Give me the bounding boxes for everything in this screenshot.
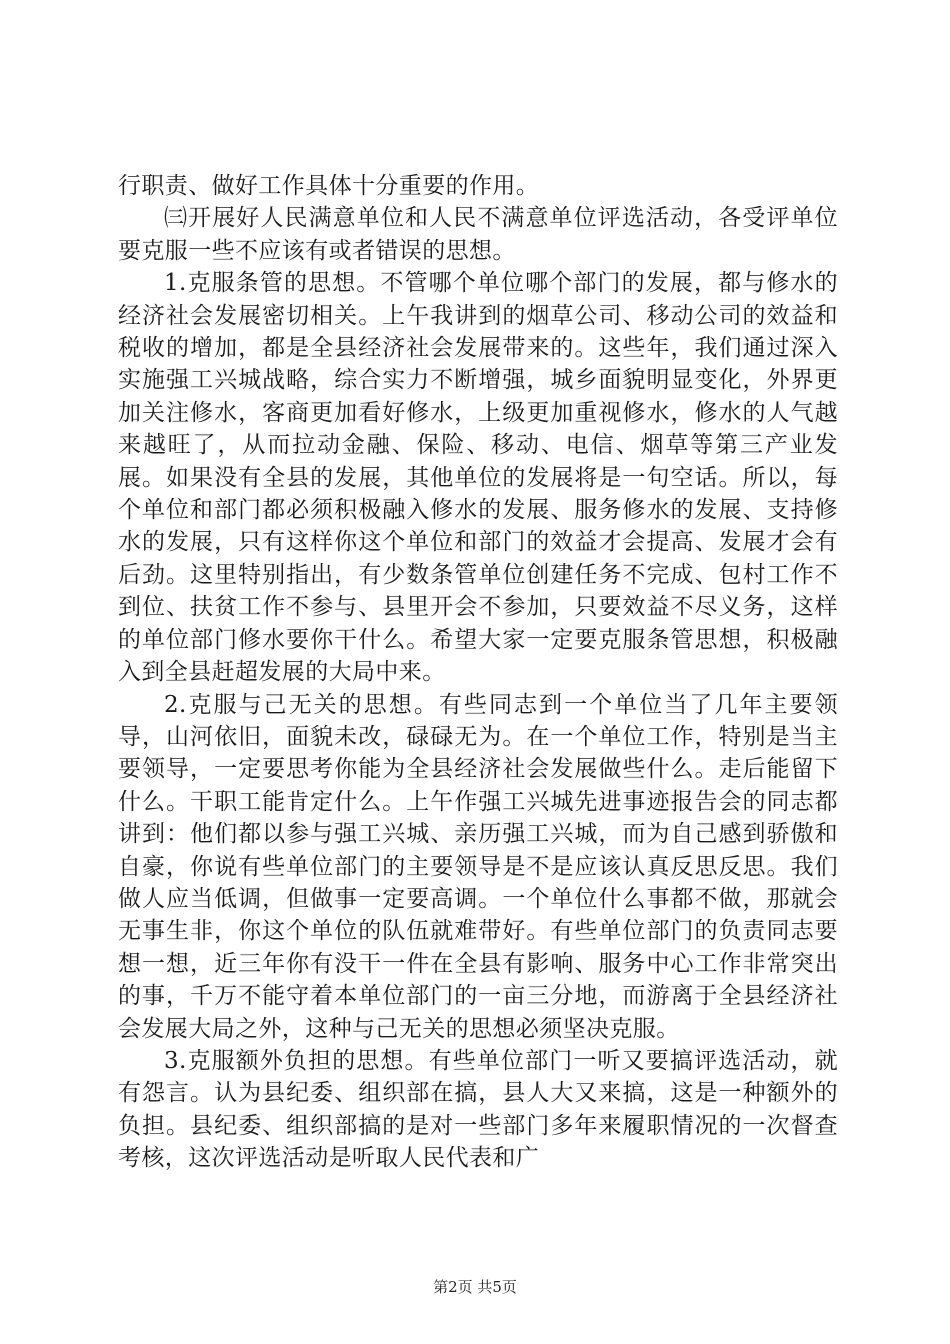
paragraph-item-3: 3.克服额外负担的思想。有些单位部门一听又要搞评选活动，就有怨言。认为县纪委、组织部在搞，县人大又来搞，这是一种额外的负担。县纪委、组织部搞的是对一些部门多年来履职情况的一次督查考核，这次评选活动是听取人民代表和广 <box>118 1047 838 1172</box>
paragraph-item-1: 1.克服条管的思想。不管哪个单位哪个部门的发展，都与修水的经济社会发展密切相关。上午我讲到的烟草公司、移动公司的效益和税收的增加，都是全县经济社会发展带来的。这些年，我们通过深入实施强工兴城战略，综合实力不断增强，城乡面貌明显变化，外界更加关注修水，客商更加看好修水，上级更加重视修水，修水的人气越来越旺了，从而拉动金融、保险、移动、电信、烟草等第三产业发展。如果没有全县的发展，其他单位的发展将是一句空话。所以，每个单位和部门都必须积极融入修水的发展、服务修水的发展、支持修水的发展，只有这样你这个单位和部门的效益才会提高、发展才会有后劲。这里特别指出，有少数条管单位创建任务不完成、包村工作不到位、扶贫工作不参与、县里开会不参加，只要效益不尽义务，这样的单位部门修水要你干什么。希望大家一定要克服条管思想，积极融入到全县赶超发展的大局中来。 <box>118 270 838 686</box>
paragraph-continuation: 行职责、做好工作具体十分重要的作用。 <box>118 173 540 199</box>
document-body <box>118 170 838 1175</box>
page-number-footer: 第2页 共5页 <box>433 1278 517 1296</box>
paragraph-item-2: 2.克服与己无关的思想。有些同志到一个单位当了几年主要领导，山河依旧，面貌未改，碌碌无为。在一个单位工作，特别是当主要领导，一定要思考你能为全县经济社会发展做些什么。走后能留下什么。干职工能肯定什么。上午作强工兴城先进事迹报告会的同志都讲到：他们都以参与强工兴城、亲历强工兴城，而为自己感到骄傲和自豪，你说有些单位部门的主要领导是不是应该认真反思反思。我们做人应当低调，但做事一定要高调。一个单位什么事都不做，那就会无事生非，你这个单位的队伍就难带好。有些单位部门的负责同志要想一想，近三年你有没干一件在全县有影响、服务中心工作非常突出的事，千万不能守着本单位部门的一亩三分地，而游离于全县经济社会发展大局之外，这种与己无关的思想必须坚决克服。 <box>118 691 838 1042</box>
paragraph-section-3-heading: ㈢开展好人民满意单位和人民不满意单位评选活动，各受评单位要克服一些不应该有或者错误的思想。 <box>118 205 838 264</box>
